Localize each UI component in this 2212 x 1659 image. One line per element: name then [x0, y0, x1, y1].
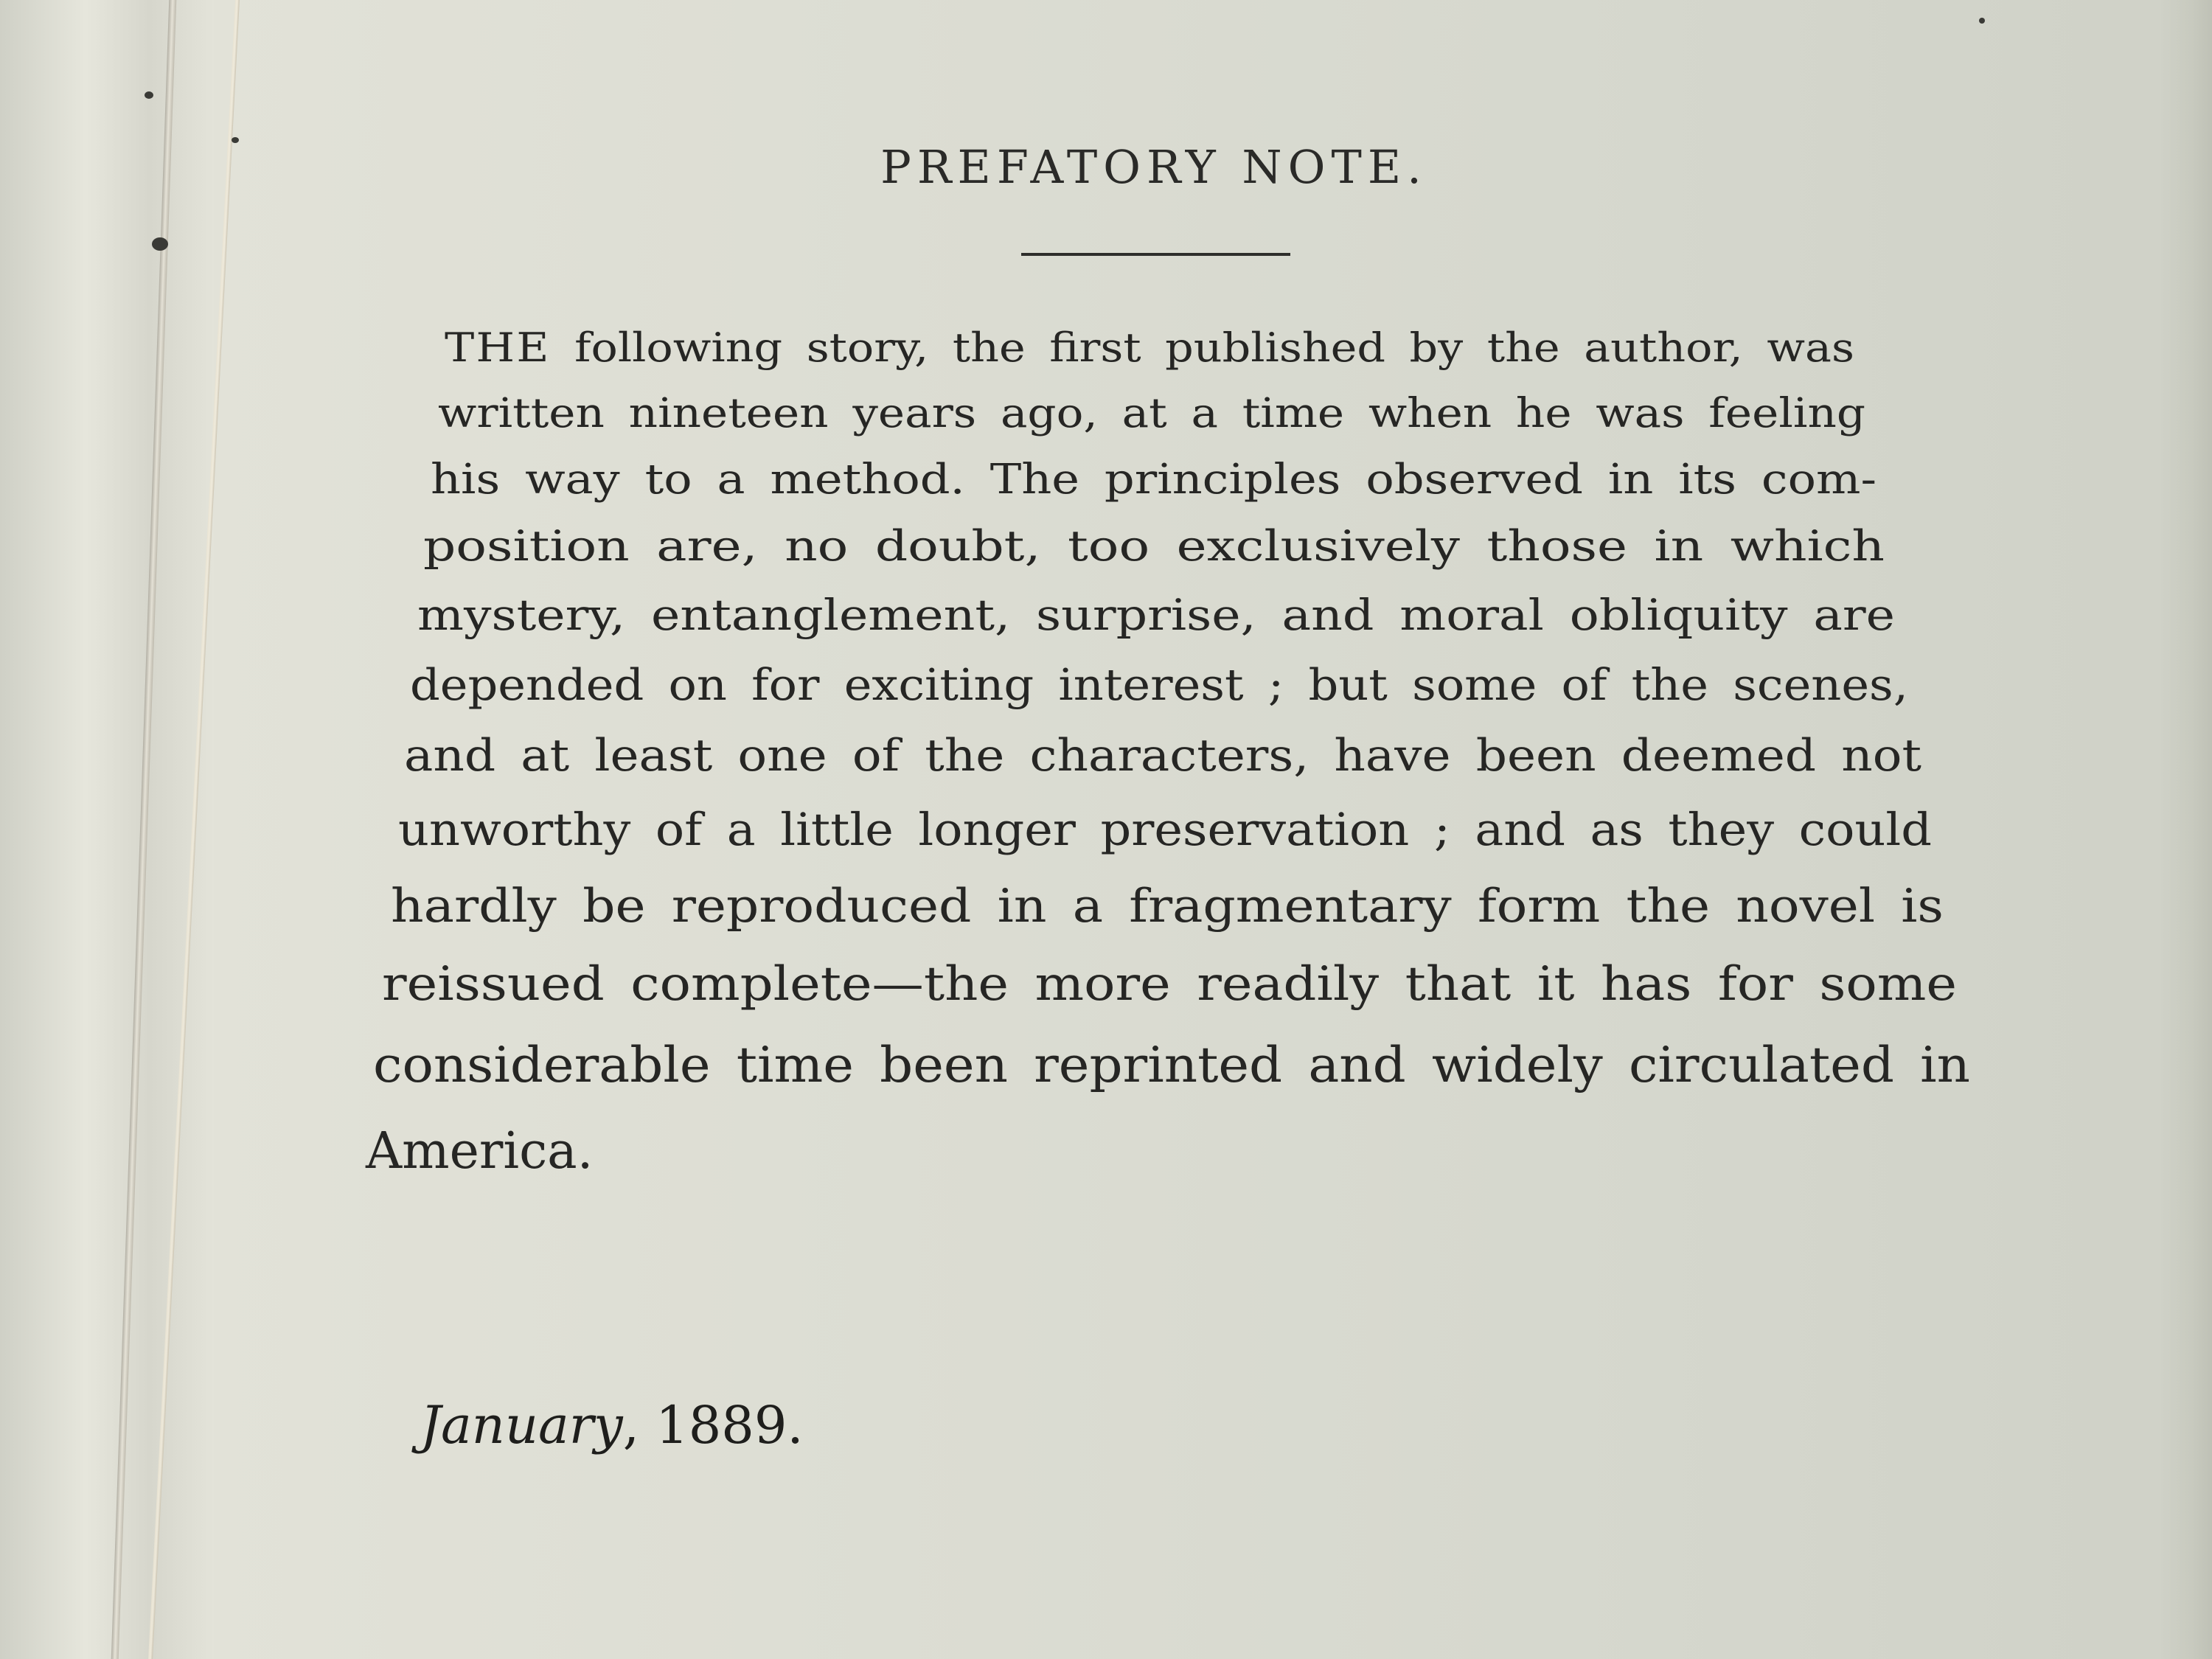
- signature-year: , 1889.: [622, 1395, 804, 1455]
- body-line-3: his way to a method. The principles observed in its com-: [431, 456, 1877, 504]
- title-divider: [1021, 253, 1290, 256]
- body-lead-word: THE: [445, 324, 551, 371]
- paper-speck: [152, 237, 168, 251]
- body-line-6: depended on for exciting interest ; but some of the scenes,: [410, 659, 1908, 710]
- body-line-1: [445, 324, 1854, 371]
- body-line-11: considerable time been reprinted and widely circulated in: [373, 1037, 1970, 1093]
- paper-speck: [1979, 18, 1985, 24]
- body-line-1-text: following story, the first published by the author, was: [574, 324, 1855, 371]
- signature-month: January: [420, 1395, 623, 1455]
- body-line-4: position are, no doubt, too exclusively those in which: [423, 522, 1885, 571]
- body-line-5: mystery, entanglement, surprise, and moral obliquity are: [417, 590, 1895, 640]
- page-title: PREFATORY NOTE.: [880, 140, 1427, 194]
- body-line-7: and at least one of the characters, have been deemed not: [404, 730, 1921, 782]
- body-line-8: unworthy of a little longer preservation ; and as they could: [398, 804, 1932, 856]
- body-line-2: written nineteen years ago, at a time when he was feeling: [438, 389, 1865, 437]
- left-page-edge: [0, 0, 214, 1659]
- body-line-9: hardly be reproduced in a fragmentary form the novel is: [391, 879, 1944, 933]
- right-page-edge: [2160, 0, 2212, 1659]
- date-signature: [420, 1395, 804, 1455]
- paper-speck: [145, 91, 153, 99]
- body-line-10: reissued complete—the more readily that it has for some: [382, 957, 1957, 1012]
- body-line-12: America.: [366, 1122, 594, 1180]
